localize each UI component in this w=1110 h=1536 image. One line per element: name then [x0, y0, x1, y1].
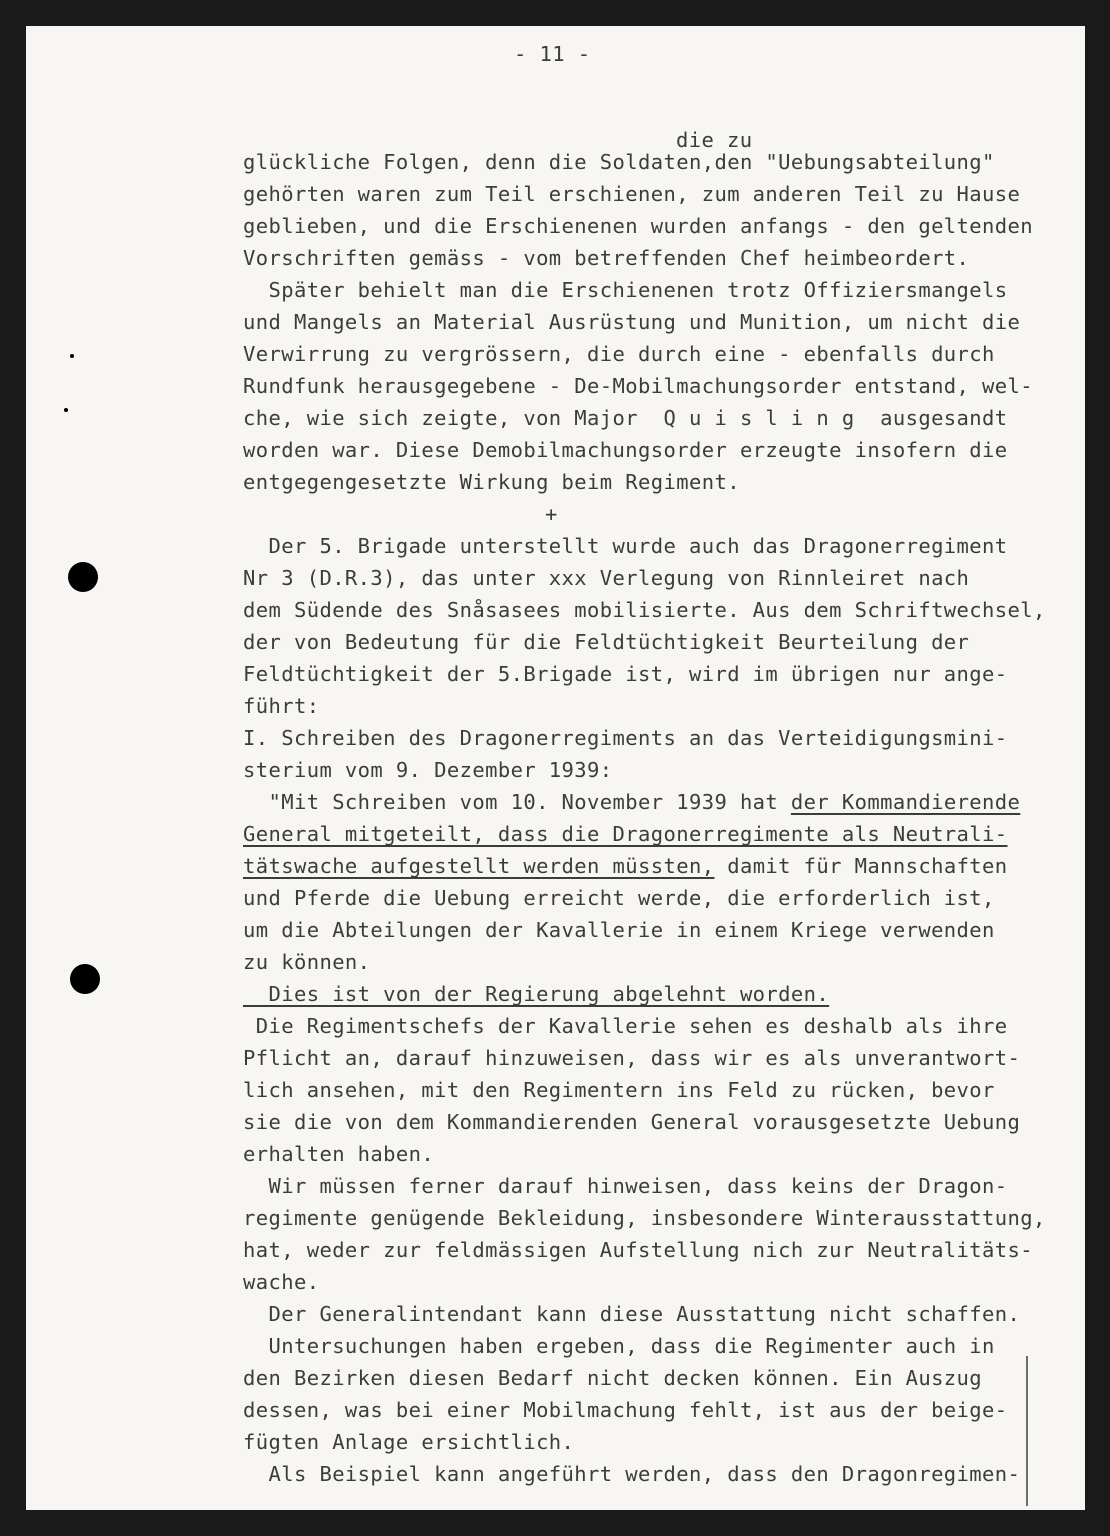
quote-text: "Mit Schreiben vom 10. November 1939 hat: [243, 790, 791, 814]
text-line: und Mangels an Material Ausrüstung und Munition, um nicht die: [243, 310, 1021, 334]
text-line: lich ansehen, mit den Regimentern ins Feld zu rücken, bevor: [243, 1078, 995, 1102]
text-line: Der 5. Brigade unterstellt wurde auch das Dragonerregiment: [243, 534, 1008, 558]
quote-line: [243, 856, 1008, 877]
quote-line: um die Abteilungen der Kavallerie in einem Kriege verwenden: [243, 918, 995, 942]
text-line: sie die von dem Kommandierenden General vorausgesetzte Uebung: [243, 1110, 1021, 1134]
text-line: Wir müssen ferner darauf hinweisen, dass keins der Dragon-: [243, 1174, 1008, 1198]
text-line: Vorschriften gemäss - vom betreffenden Chef heimbeordert.: [243, 246, 970, 270]
text-line: Pflicht an, darauf hinzuweisen, dass wir es als unverantwort-: [243, 1046, 1021, 1070]
text-line: regimente genügende Bekleidung, insbesondere Winterausstattung,: [243, 1206, 1046, 1230]
text-line: Nr 3 (D.R.3), das unter xxx Verlegung von Rinnleiret nach: [243, 566, 970, 590]
margin-line: [1026, 1356, 1028, 1506]
text-line: worden war. Diese Demobilmachungsorder erzeugte insofern die: [243, 438, 1008, 462]
text-line: dem Südende des Snåsasees mobilisierte. Aus dem Schriftwechsel,: [243, 598, 1046, 622]
text-line: gehörten waren zum Teil erschienen, zum anderen Teil zu Hause: [243, 182, 1021, 206]
text-line: fügten Anlage ersichtlich.: [243, 1430, 575, 1454]
underlined-text: der Kommandierende: [790, 790, 1021, 814]
quote-line: und Pferde die Uebung erreicht werde, die erforderlich ist,: [243, 886, 995, 910]
underlined-text: tätswache aufgestellt werden müssten,: [243, 854, 715, 878]
punch-hole: [68, 562, 98, 592]
handwritten-insertion: die zu: [676, 128, 753, 152]
text-line: der von Bedeutung für die Feldtüchtigkeit Beurteilung der: [243, 630, 970, 654]
text-line: Untersuchungen haben ergeben, dass die Regimenter auch in: [243, 1334, 995, 1358]
quote-line: zu können.: [243, 950, 371, 974]
text-line: entgegengesetzte Wirkung beim Regiment.: [243, 470, 740, 494]
text-line: erhalten haben.: [243, 1142, 435, 1166]
underlined-text: General mitgeteilt, dass die Dragonerregimente als Neutrali-: [243, 822, 1008, 846]
punch-hole: [70, 964, 100, 994]
quote-line: [243, 824, 1008, 845]
section-separator: +: [545, 502, 558, 526]
speck: [64, 408, 68, 412]
text-line: Die Regimentschefs der Kavallerie sehen es deshalb als ihre: [243, 1014, 1008, 1038]
text-line: wache.: [243, 1270, 320, 1294]
text-line: che, wie sich zeigte, von Major Q u i s l i n g ausgesandt: [243, 406, 1008, 430]
speck: [70, 354, 74, 358]
rejection-line: Dies ist von der Regierung abgelehnt worden.: [243, 982, 830, 1006]
text-line: dessen, was bei einer Mobilmachung fehlt, ist aus der beige-: [243, 1398, 1008, 1422]
text-line: Als Beispiel kann angeführt werden, dass den Dragonregimen-: [243, 1462, 1021, 1486]
text-line: Rundfunk herausgegebene - De-Mobilmachungsorder entstand, wel-: [243, 374, 1034, 398]
text-line: den Bezirken diesen Bedarf nicht decken können. Ein Auszug: [243, 1366, 983, 1390]
quote-line: [243, 792, 1020, 813]
text-line: Verwirrung zu vergrössern, die durch eine - ebenfalls durch: [243, 342, 995, 366]
page-number: - 11 -: [514, 42, 591, 66]
text-line: Später behielt man die Erschienenen trotz Offiziersmangels: [243, 278, 1008, 302]
text-line: geblieben, und die Erschienenen wurden anfangs - den geltenden: [243, 214, 1034, 238]
text-line: glückliche Folgen, denn die Soldaten,den "Uebungsabteilung": [243, 150, 995, 174]
quote-text: damit für Mannschaften: [714, 854, 1008, 878]
document-page: [26, 26, 1085, 1510]
text-line: Feldtüchtigkeit der 5.Brigade ist, wird im übrigen nur ange-: [243, 662, 1008, 686]
text-line: sterium vom 9. Dezember 1939:: [243, 758, 613, 782]
text-line: hat, weder zur feldmässigen Aufstellung nich zur Neutralitäts-: [243, 1238, 1034, 1262]
text-line: I. Schreiben des Dragonerregiments an das Verteidigungsmini-: [243, 726, 1008, 750]
text-line: Der Generalintendant kann diese Ausstattung nicht schaffen.: [243, 1302, 1021, 1326]
text-line: führt:: [243, 694, 320, 718]
